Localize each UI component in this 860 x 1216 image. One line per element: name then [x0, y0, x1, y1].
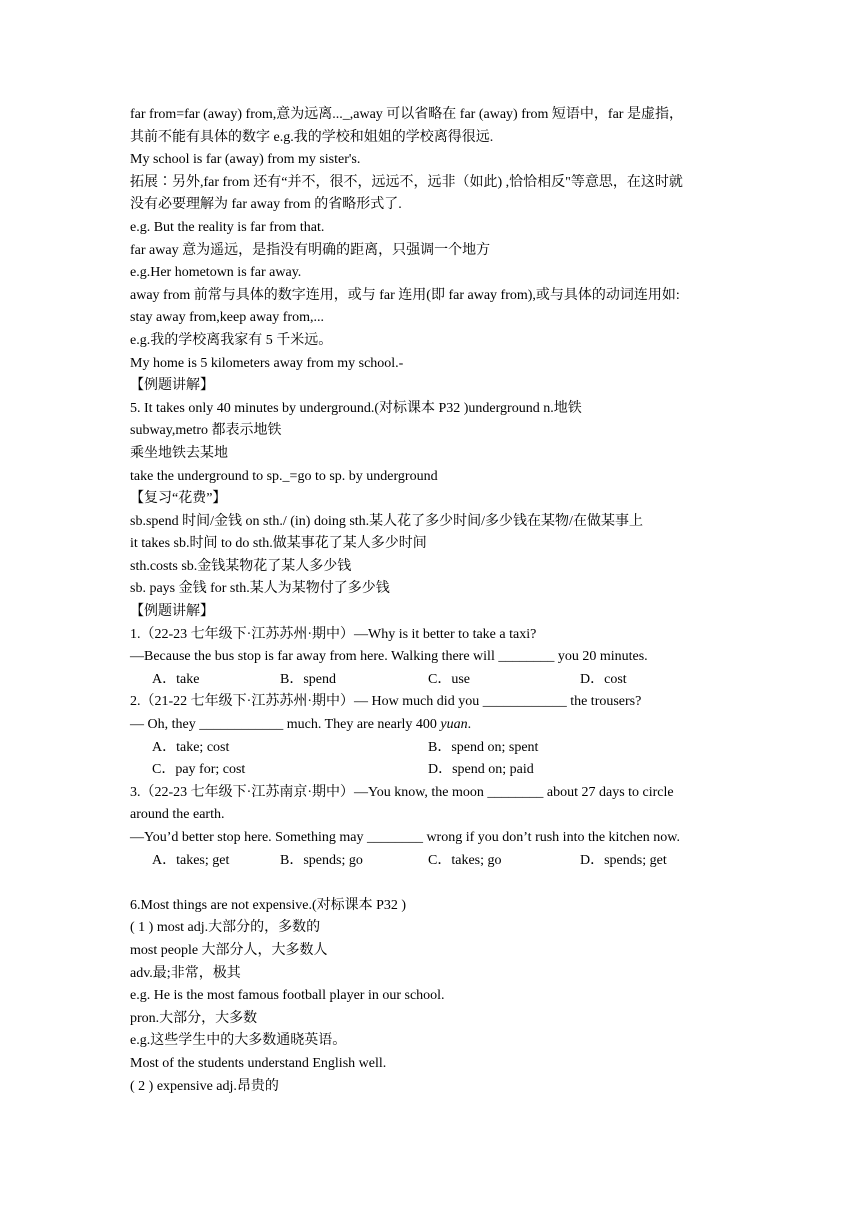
option-a: A．takes; get — [152, 852, 230, 868]
text-line: e.g.这些学生中的大多数通晓英语。 — [130, 1033, 347, 1049]
question-2-stem: 2.（21-22 七年级下·江苏苏州·期中）— How much did you ____________ the trousers? — [130, 694, 642, 710]
option-c: C．pay for; cost — [152, 762, 246, 778]
text-line: e.g.Her hometown is far away. — [130, 265, 302, 281]
option-b: B．spend on; spent — [428, 739, 539, 755]
text-line: e.g.我的学校离我家有 5 千米远。 — [130, 332, 333, 348]
text-line: 拓展∶另外,far from 还有“并不，很不，远远不，远非（如此) ,恰恰相反"等意思，在这时就 — [130, 174, 683, 190]
text-line: e.g. He is the most famous football player in our school. — [130, 988, 445, 1004]
text-line: sb.spend 时间/金钱 on sth./ (in) doing sth.某人花了多少时间/多少钱在某物/在做某事上 — [130, 513, 643, 529]
document-body — [130, 104, 740, 1098]
option-d: D．cost — [580, 671, 627, 687]
section-heading: 【复习“花费”】 — [130, 491, 227, 507]
option-c: C．takes; go — [428, 852, 502, 868]
text-line: Most of the students understand English well. — [130, 1055, 387, 1071]
question-3-line-3: —You’d better stop here. Something may ________ wrong if you don’t rush into the kitchen now. — [130, 830, 680, 845]
question-2-text: — Oh, they ____________ much. They are nearly 400 — [130, 717, 441, 733]
text-line: sb. pays 金钱 for sth.某人为某物付了多少钱 — [130, 581, 390, 597]
section-heading: 【例题讲解】 — [130, 604, 214, 620]
text-line: pron.大部分，大多数 — [130, 1010, 258, 1026]
question-2-period: . — [467, 717, 472, 733]
option-a: A．take; cost — [152, 739, 230, 755]
question-3-stem: 3.（22-23 七年级下·江苏南京·期中）—You know, the moon ________ about 27 days to circle — [130, 784, 674, 800]
text-line: far from=far (away) from,意为远离..._,away 可以省略在 far (away) from 短语中，far 是虚指， — [130, 107, 683, 122]
option-b: B．spends; go — [280, 852, 363, 868]
text-line: far away 意为遥远，是指没有明确的距离，只强调一个地方 — [130, 242, 491, 258]
option-a: A．take — [152, 671, 200, 687]
text-line: away from 前常与具体的数字连用，或与 far 连用(即 far away from),或与具体的动词连用如: — [130, 287, 680, 303]
text-line: ( 2 ) expensive adj.昂贵的 — [130, 1078, 279, 1094]
question-2-line-2 — [130, 714, 740, 737]
section-title: 6.Most things are not expensive.(对标课本 P32 ) — [130, 897, 407, 913]
text-line: adv.最;非常，极其 — [130, 965, 241, 981]
text-line: take the underground to sp._=go to sp. by underground — [130, 468, 438, 484]
text-line: sth.costs sb.金钱某物花了某人多少钱 — [130, 558, 352, 574]
text-line: 5. It takes only 40 minutes by underground.(对标课本 P32 )underground n.地铁 — [130, 400, 582, 416]
text-line: 没有必要理解为 far away from 的省略形式了. — [130, 197, 402, 213]
text-line: My school is far (away) from my sister's. — [130, 152, 361, 168]
currency-word: yuan — [440, 717, 468, 733]
question-2-options-row-2 — [130, 759, 740, 782]
blank-line — [130, 872, 740, 895]
question-1-line-2: —Because the bus stop is far away from here. Walking there will ________ you 20 minutes. — [130, 649, 648, 665]
text-line: ( 1 ) most adj.大部分的，多数的 — [130, 920, 321, 936]
text-line: 乘坐地铁去某地 — [130, 445, 228, 461]
question-2-options-row-1 — [130, 737, 740, 760]
text-line: most people 大部分人，大多数人 — [130, 942, 328, 958]
question-3-options — [130, 850, 740, 873]
text-line: stay away from,keep away from,... — [130, 310, 324, 326]
text-line: subway,metro 都表示地铁 — [130, 423, 282, 439]
text-line: e.g. But the reality is far from that. — [130, 219, 325, 235]
text-line: My home is 5 kilometers away from my school.- — [130, 355, 404, 371]
question-3-line-2: around the earth. — [130, 807, 225, 823]
option-c: C．use — [428, 671, 470, 687]
question-1-stem: 1.（22-23 七年级下·江苏苏州·期中）—Why is it better to take a taxi? — [130, 626, 537, 642]
question-1-options — [130, 669, 740, 692]
option-d: D．spends; get — [580, 852, 667, 868]
option-d: D．spend on; paid — [428, 762, 534, 778]
text-line: it takes sb.时间 to do sth.做某事花了某人多少时间 — [130, 536, 427, 552]
option-b: B．spend — [280, 671, 336, 687]
text-line: 其前不能有具体的数字 e.g.我的学校和姐姐的学校离得很远. — [130, 129, 494, 145]
section-heading: 【例题讲解】 — [130, 378, 214, 394]
